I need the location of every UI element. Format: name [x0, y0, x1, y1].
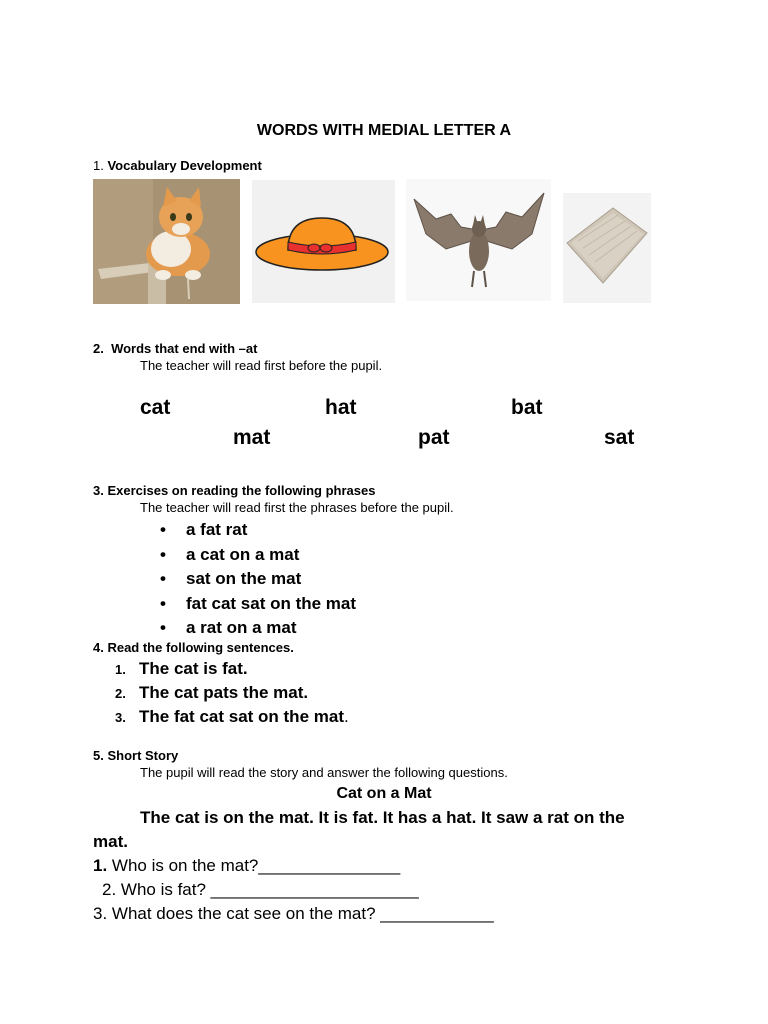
section-1-heading [93, 158, 262, 173]
sentence-text: The fat cat sat on the mat [139, 707, 344, 726]
section-4-heading: 4. Read the following sentences. [93, 640, 294, 655]
phrase-text: a rat on a mat [186, 618, 297, 637]
question-1 [93, 856, 400, 876]
list-item [160, 518, 356, 543]
sentence-text: The cat pats the mat. [139, 683, 309, 702]
question-3 [93, 904, 494, 924]
hat-icon [252, 180, 395, 303]
phrase-text: sat on the mat [186, 569, 302, 588]
sentence-number: 2. [115, 686, 126, 701]
bullet: • [160, 569, 166, 588]
section-5-heading: 5. Short Story [93, 748, 179, 763]
phrase-text: fat cat sat on the mat [186, 593, 357, 613]
bat-icon [406, 179, 551, 301]
section-2-label: Words that end with –at [111, 341, 258, 356]
bullet: • [160, 520, 166, 539]
question-number: 1. [93, 856, 108, 875]
bullet: • [160, 618, 166, 637]
word-mat: mat [233, 426, 271, 449]
list-item [115, 705, 349, 729]
cat-icon [93, 179, 240, 304]
phrase-list [160, 518, 356, 641]
section-3-heading: 3. Exercises on reading the following phrases [93, 483, 376, 498]
question-text: 3. What does the cat see on the mat? ____________ [93, 904, 494, 923]
word-sat: sat [604, 426, 635, 449]
word-bat: bat [511, 396, 543, 419]
hat-image [252, 180, 395, 303]
mat-image [563, 193, 651, 303]
sentence-number: 3. [115, 710, 126, 725]
story-line-2: mat. [93, 832, 128, 851]
sentence-list [115, 657, 349, 729]
section-2-heading [93, 341, 257, 356]
bullet: • [160, 544, 166, 564]
word-cat: cat [140, 396, 171, 419]
question-text: 2. Who is fat? ______________________ [102, 880, 419, 899]
section-3-instruction: The teacher will read first the phrases before the pupil. [140, 500, 454, 515]
list-item [160, 616, 356, 641]
question-text: Who is on the mat?_______________ [107, 856, 401, 875]
story-line-1: The cat is on the mat. It is fat. It has a hat. It saw a rat on the [140, 808, 625, 827]
list-item [160, 592, 356, 617]
list-item [115, 657, 349, 681]
sentence-period: . [343, 707, 349, 726]
sentence-number: 1. [115, 662, 126, 677]
phrase-text: a cat on a mat [186, 544, 300, 564]
word-pat: pat [418, 426, 450, 449]
section-2-instruction: The teacher will read first before the pupil. [140, 358, 383, 373]
story-title: Cat on a Mat [336, 785, 432, 802]
bat-image [406, 179, 551, 301]
section-1-label: Vocabulary Development [107, 158, 262, 173]
question-2 [102, 880, 419, 900]
word-hat: hat [325, 396, 357, 419]
sentence-text: The cat is fat. [139, 659, 248, 678]
phrase-text: a fat rat [186, 520, 248, 539]
list-item [115, 681, 349, 705]
section-5-instruction: The pupil will read the story and answer the following questions. [140, 765, 508, 780]
mat-icon [563, 193, 651, 303]
section-2-number: 2. [93, 341, 104, 356]
list-item [160, 543, 356, 568]
list-item [160, 567, 356, 592]
page-title: WORDS WITH MEDIAL LETTER A [256, 122, 512, 139]
section-1-number: 1. [93, 158, 104, 173]
bullet: • [160, 593, 166, 613]
cat-image [93, 179, 240, 304]
